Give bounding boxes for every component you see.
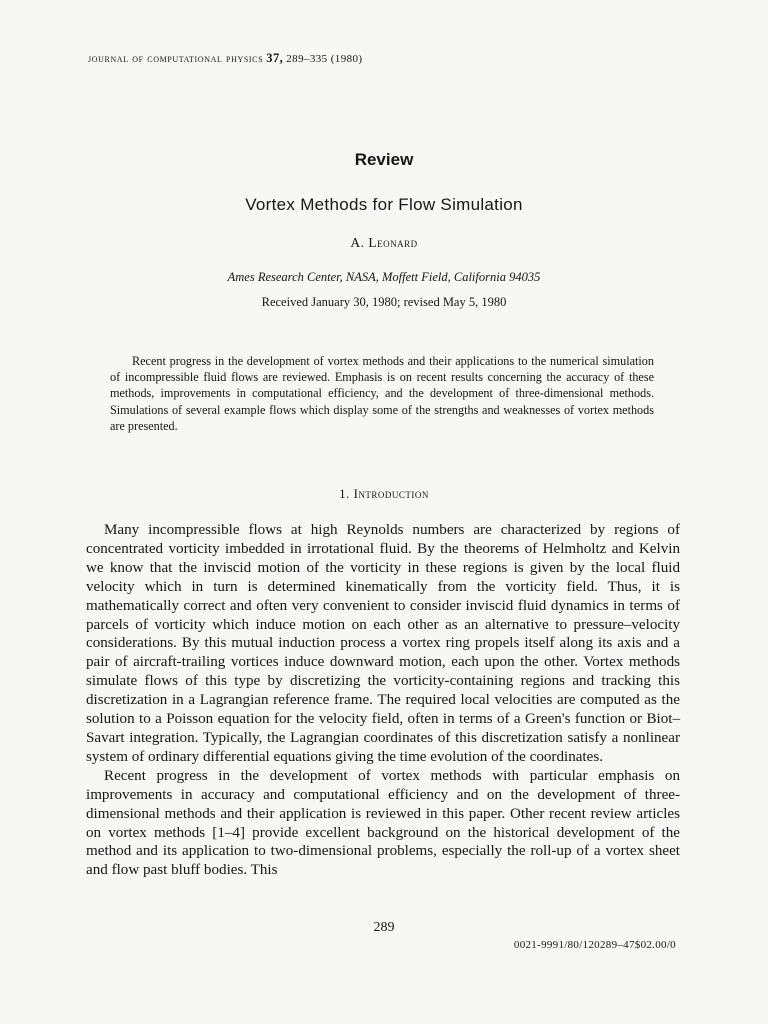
paragraph: Recent progress in the development of vortex methods with particular emphasis on improvements in accuracy and computational efficiency and on the development of three-dimensional methods and their application is reviewed in this paper. Other recent review articles on vortex methods [1–4] provide excellent background on the historical development of the method and its application to two-dimensional problems, especially the roll-up of a vortex sheet and flow past bluff bodies. This (86, 767, 680, 879)
body-text (86, 521, 680, 880)
journal-pages-year: 289–335 (1980) (286, 53, 363, 65)
author-initial: A. (350, 235, 369, 250)
author-affiliation: Ames Research Center, NASA, Moffett Field, California 94035 (227, 270, 541, 284)
article-title: Vortex Methods for Flow Simulation (245, 195, 523, 214)
article-code: 0021-9991/80/120289–47$02.00/0 (513, 939, 676, 951)
abstract: Recent progress in the development of vortex methods and their applications to the numerical simulation of incompressible fluid flows are reviewed. Emphasis is on recent results concerning the accuracy of these methods, improvements in computational efficiency, and the development of three-dimensional methods. Simulations of several example flows which display some of the strengths and weaknesses of vortex methods are presented. (110, 354, 654, 433)
journal-name: journal of computational physics (88, 51, 264, 65)
section-number: 1. (339, 486, 354, 501)
journal-header (88, 51, 362, 66)
article-kicker: Review (354, 150, 414, 169)
page-number: 289 (373, 920, 395, 935)
received-dates: Received January 30, 1980; revised May 5, 1980 (261, 295, 507, 309)
paragraph: Many incompressible flows at high Reynolds numbers are characterized by regions of concentrated vorticity imbedded in irrotational fluid. By the theorems of Helmholtz and Kelvin we know that the inviscid motion of the vorticity in these regions is given by the local fluid velocity which in turn is determined kinematically from the vorticity field. Thus, it is mathematically correct and often very convenient to consider inviscid fluid dynamics in terms of parcels of vorticity which induce motion on each other as an alternative to pressure–velocity considerations. By this mutual induction process a vortex ring propels itself along its axis and a pair of aircraft-trailing vortices induce downward motion, each upon the other. Vortex methods simulate flows of this type by discretizing the vorticity-containing regions and tracking this discretization in a Lagrangian reference frame. The required local velocities are computed as the solution to a Poisson equation for the velocity field, often in terms of a Green's function or Biot–Savart integration. Typically, the Lagrangian coordinates of this discretization satisfy a nonlinear system of ordinary differential equations giving the time evolution of the coordinates. (86, 522, 680, 765)
author-surname: Leonard (368, 235, 418, 250)
section-title: Introduction (353, 486, 429, 501)
article-author (0, 235, 768, 251)
journal-volume: 37, (266, 51, 284, 65)
section-heading (0, 486, 768, 502)
